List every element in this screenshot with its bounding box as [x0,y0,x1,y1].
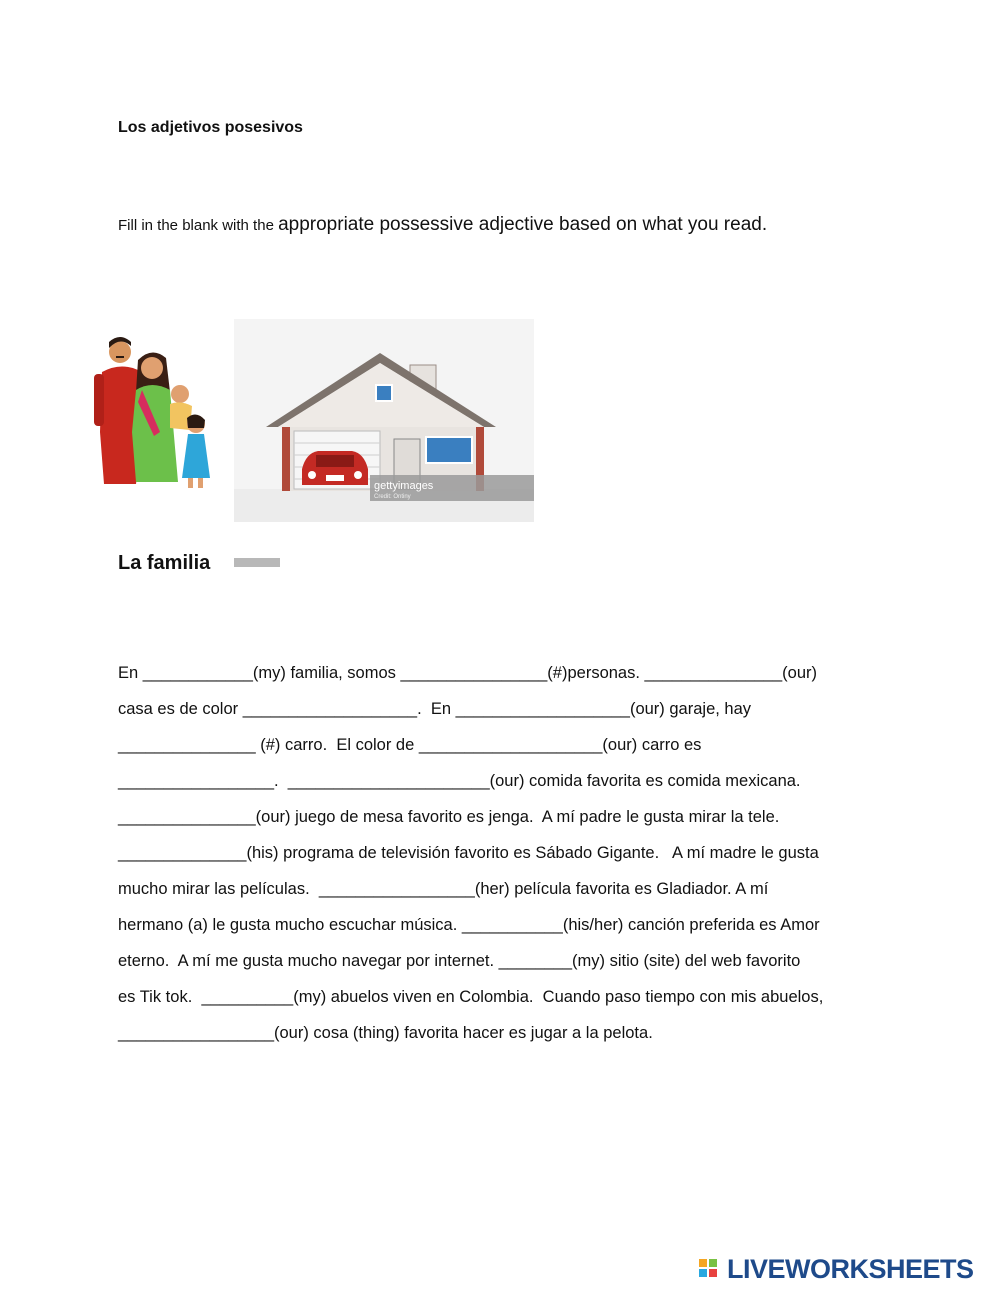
family-illustration [80,332,210,492]
paragraph-line: _______________(our) juego de mesa favorito es jenga. A mí padre le gusta mirar la tele. [118,808,780,826]
logo-block-icon [709,1269,717,1277]
paragraph-line: _______________ (#) carro. El color de ____________________(our) carro es [118,736,702,754]
worksheet-title: Los adjetivos posesivos [118,119,303,136]
paragraph-line: ______________(his) programa de televisión favorito es Sábado Gigante. A mí madre le gusta [118,844,819,862]
instruction-large: appropriate possessive adjective based on what you read. [278,214,768,235]
watermark: gettyimages [374,480,434,492]
image-id-stamp [234,558,280,567]
paragraph-line: _________________. ______________________(our) comida favorita es comida mexicana. [118,772,801,790]
paragraph-line: mucho mirar las películas. _________________(her) película favorita es Gladiador. A mí [118,880,769,898]
instruction [118,214,767,236]
section-subtitle: La familia [118,552,211,574]
logo-text: LIVEWORKSHEETS [727,1254,974,1284]
logo-block-icon [699,1259,707,1267]
house-illustration [234,319,534,522]
logo-block-icon [699,1269,707,1277]
watermark-sub: Credit: Ontiny [374,494,411,500]
logo-block-icon [709,1259,717,1267]
instruction-small: Fill in the blank with the [118,217,279,234]
paragraph-line: En ____________(my) familia, somos ________________(#)personas. _______________(our) [118,664,818,682]
paragraph-line: es Tik tok. __________(my) abuelos viven en Colombia. Cuando paso tiempo con mis abuelos, [118,988,824,1006]
paragraph-line: hermano (a) le gusta mucho escuchar música. ___________(his/her) canción preferida es Amor [118,916,820,934]
paragraph-line: eterno. A mí me gusta mucho navegar por internet. ________(my) sitio (site) del web favorito [118,952,801,970]
paragraph-line: casa es de color ___________________. En ___________________(our) garaje, hay [118,700,752,718]
fill-in-paragraph [118,655,908,1051]
paragraph-line: _________________(our) cosa (thing) favorita hacer es jugar a la pelota. [118,1024,653,1042]
